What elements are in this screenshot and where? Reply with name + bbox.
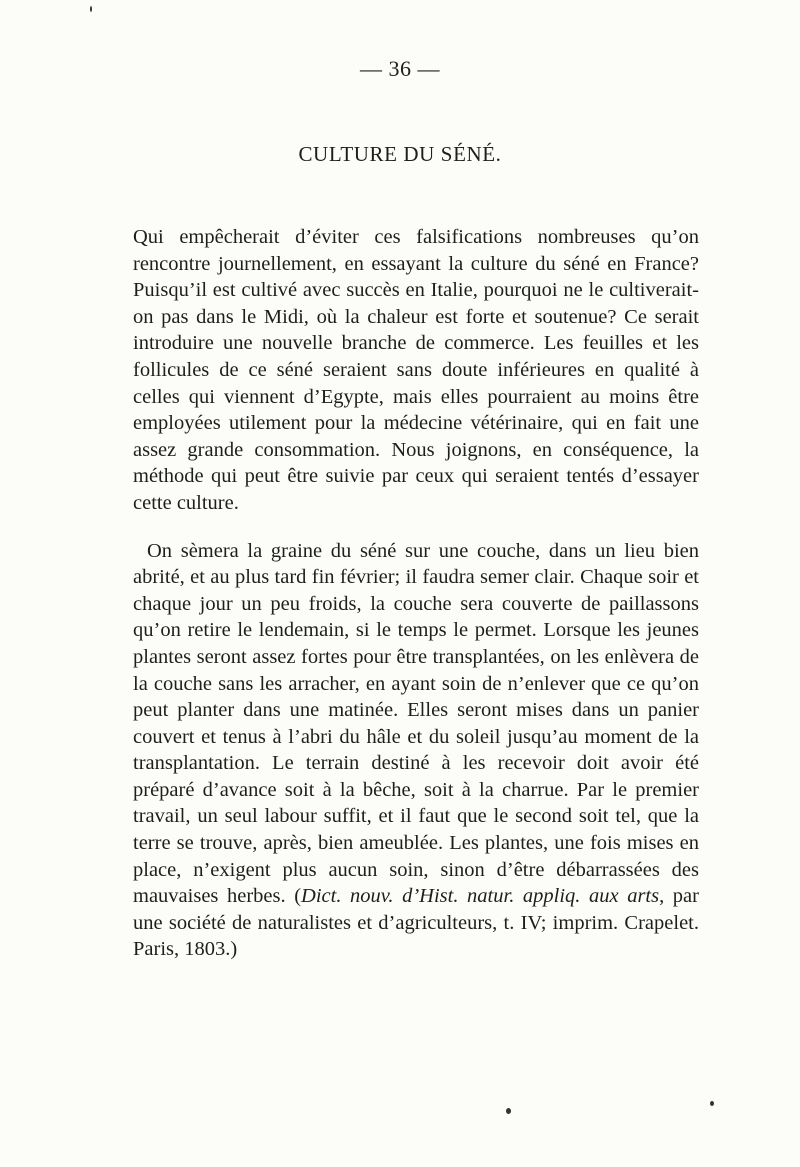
page-number: — 36 —: [360, 56, 440, 81]
paragraph-2-reference-rest: , par une société de naturalistes et d’agriculteurs, t. IV; imprim. Crapelet. Paris, 1803.): [133, 885, 699, 961]
ink-speck: [506, 1108, 511, 1114]
chapter-title: CULTURE DU SÉNÉ.: [298, 142, 502, 166]
paragraph-2-text: On sèmera la graine du séné sur une couche, dans un lieu bien abrité, et au plus tard fin février; il faudra semer clair. Chaque soir et chaque jour un peu froids, la couche sera couverte de paillassons qu’on retire le lendemain, si le temps le permet. Lorsque les jeunes plantes seront assez fortes pour être transplantées, on les enlèvera de la couche sans les arracher, en ayant soin de n’enlever que ce qu’on peut planter dans une matinée. Elles seront mises dans un panier couvert et tenus à l’abri du hâle et du soleil jusqu’au moment de la transplantation. Le terrain destiné à les recevoir doit avoir été préparé d’avance soit à la bêche, soit à la charrue. Par le premier travail, un seul labour suffit, et il faut que le second soit tel, que la terre se trouve, après, bien ameublée. Les plantes, une fois mises en place, n’exigent plus aucun soin, sinon d’être débarrassées des mauvaises herbes. (: [133, 539, 699, 908]
paragraph-2: [133, 538, 699, 964]
ink-speck: [710, 1101, 714, 1106]
ink-speck: [90, 6, 92, 12]
body-text: [133, 224, 699, 963]
paragraph-2-reference-title: Dict. nouv. d’Hist. natur. appliq. aux arts: [301, 885, 660, 908]
paragraph-1: Qui empêcherait d’éviter ces falsifications nombreuses qu’on rencontre journellement, en essayant la culture du séné en France? Puisqu’il est cultivé avec succès en Italie, pourquoi ne le cultiverait-on pas dans le Midi, où la chaleur est forte et soutenue? Ce serait introduire une nouvelle branche de commerce. Les feuilles et les follicules de ce séné seraient sans doute inférieures en qualité à celles qui viennent d’Egypte, mais elles pourraient au moins être employées utilement pour la médecine vétérinaire, qui en fait une assez grande consommation. Nous joignons, en conséquence, la méthode qui peut être suivie par ceux qui seraient tentés d’essayer cette culture.: [133, 226, 699, 514]
